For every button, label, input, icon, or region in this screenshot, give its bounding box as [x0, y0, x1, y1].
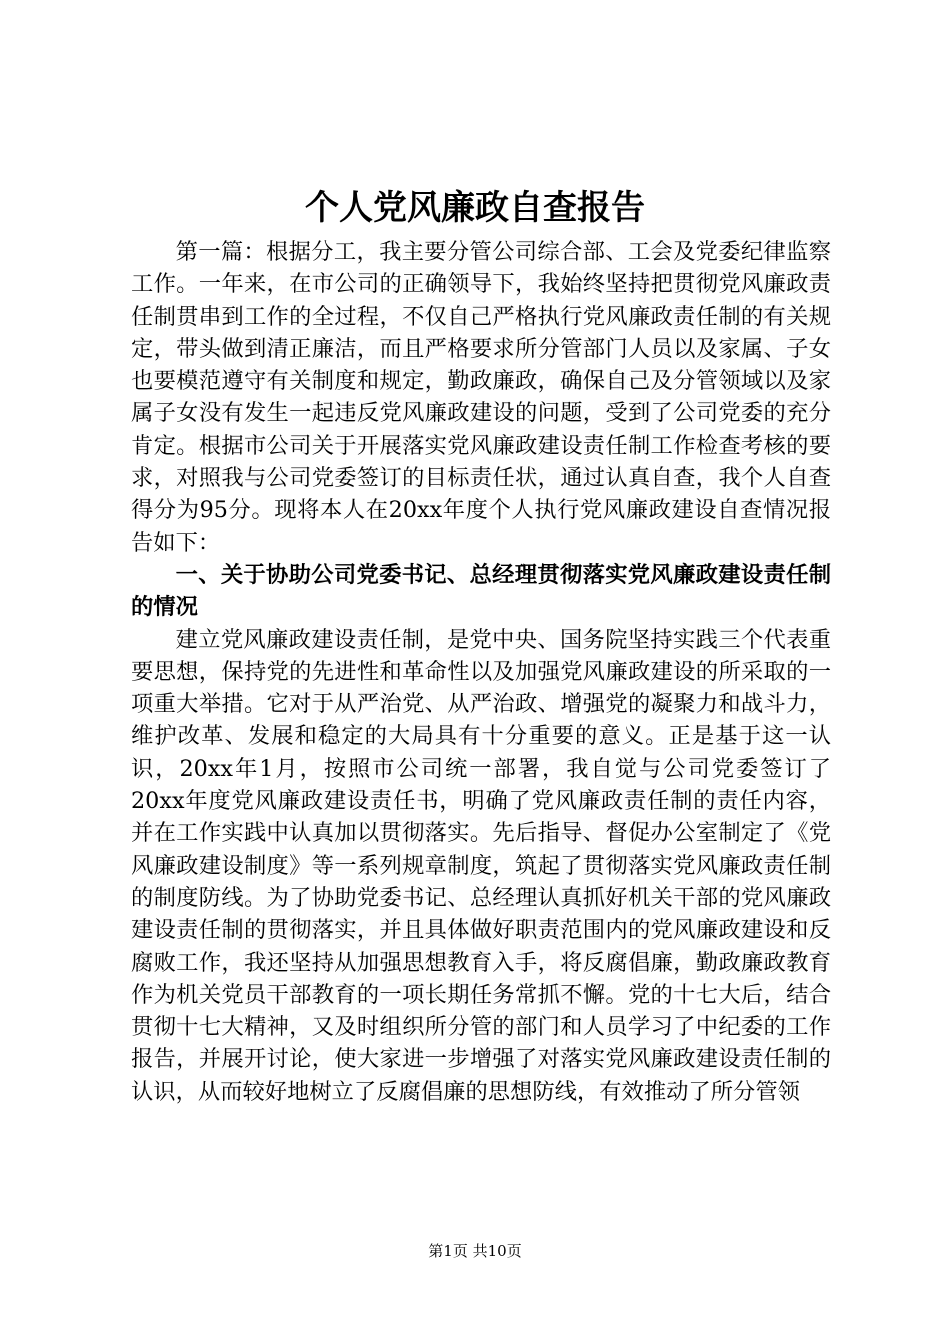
section-heading-1: 一、关于协助公司党委书记、总经理贯彻落实党风廉政建设责任制的情况 — [131, 561, 831, 621]
page-footer: 第1页 共10页 — [428, 1242, 522, 1260]
document-body — [131, 236, 831, 1108]
document-title: 个人党风廉政自查报告 — [305, 188, 645, 228]
paragraph-section-1: 建立党风廉政建设责任制，是党中央、国务院坚持实践三个代表重要思想，保持党的先进性和革命性以及加强党风廉政建设的所采取的一项重大举措。它对于从严治党、从严治政、增强党的凝聚力和战斗力，维护改革、发展和稳定的大局具有十分重要的意义。正是基于这一认识，20xx年1月，按照市公司统一部署，我自觉与公司党委签订了20xx年度党风廉政建设责任书，明确了党风廉政责任制的责任内容，并在工作实践中认真加以贯彻落实。先后指导、督促办公室制定了《党风廉政建设制度》等一系列规章制度，筑起了贯彻落实党风廉政责任制的制度防线。为了协助党委书记、总经理认真抓好机关干部的党风廉政建设责任制的贯彻落实，并且具体做好职责范围内的党风廉政建设和反腐败工作，我还坚持从加强思想教育入手，将反腐倡廉，勤政廉政教育作为机关党员干部教育的一项长期任务常抓不懈。党的十七大后，结合贯彻十七大精神，又及时组织所分管的部门和人员学习了中纪委的工作报告，并展开讨论，使大家进一步增强了对落实党风廉政建设责任制的认识，从而较好地树立了反腐倡廉的思想防线，有效推动了所分管领 — [131, 626, 831, 1105]
paragraph-intro: 第一篇：根据分工，我主要分管公司综合部、工会及党委纪律监察工作。一年来，在市公司的正确领导下，我始终坚持把贯彻党风廉政责任制贯串到工作的全过程，不仅自己严格执行党风廉政责任制的有关规定，带头做到清正廉洁，而且严格要求所分管部门人员以及家属、子女也要模范遵守有关制度和规定，勤政廉政，确保自己及分管领域以及家属子女没有发生一起违反党风廉政建设的问题，受到了公司党委的充分肯定。根据市公司关于开展落实党风廉政建设责任制工作检查考核的要求，对照我与公司党委签订的目标责任状，通过认真自查，我个人自查得分为95分。现将本人在20xx年度个人执行党风廉政建设自查情况报告如下： — [131, 239, 831, 556]
